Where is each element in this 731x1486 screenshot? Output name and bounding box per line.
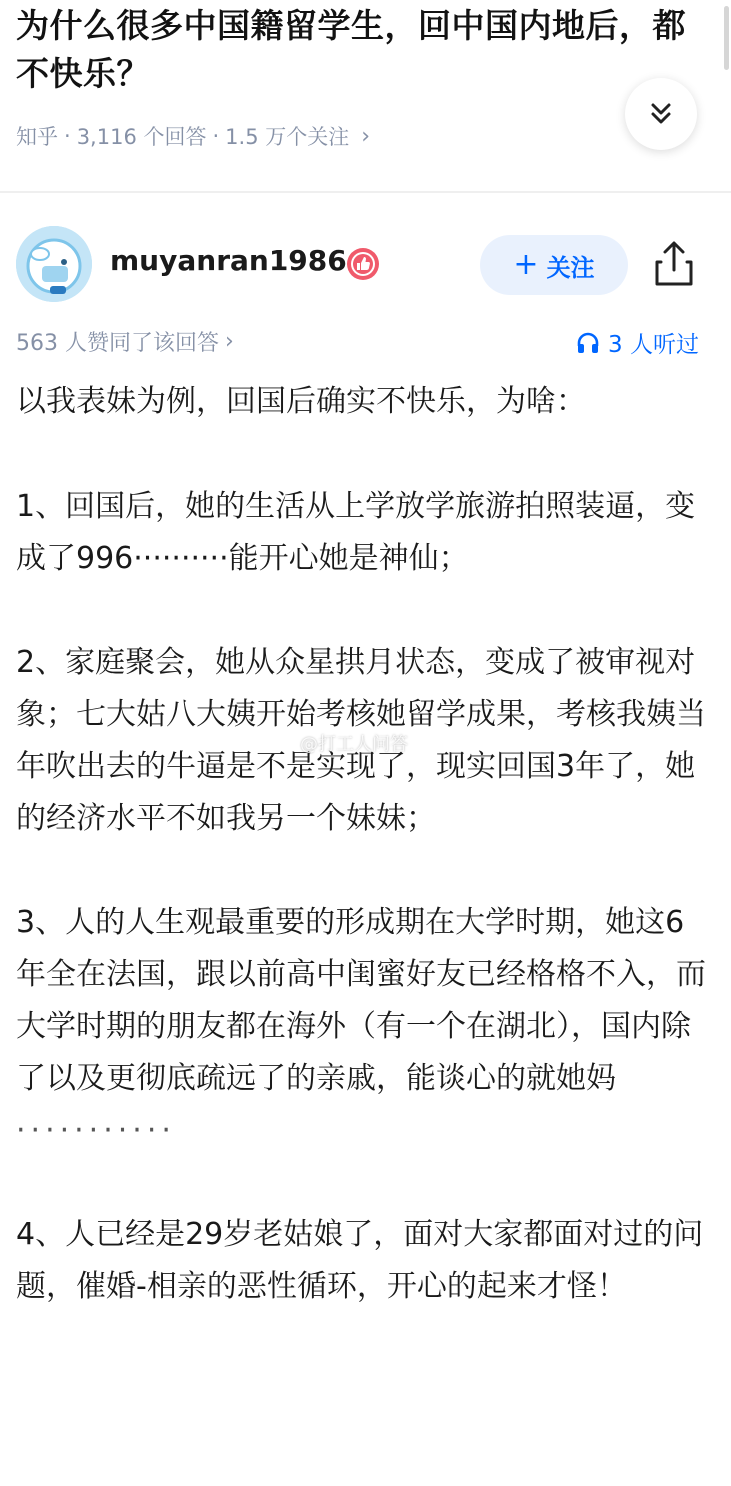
listen-count-label: 3 人听过 <box>608 332 699 358</box>
question-title[interactable]: 为什么很多中国籍留学生，回中国内地后，都不快乐？ <box>16 6 686 93</box>
vote-count: 563 人赞同了该回答 <box>16 331 219 356</box>
headphones-icon <box>576 331 600 355</box>
scrollbar[interactable] <box>724 6 729 70</box>
like-badge-icon <box>345 246 381 282</box>
follow-label: 关注 <box>546 253 595 282</box>
watermark: @打工人问答 <box>300 734 408 755</box>
expand-question-button[interactable] <box>625 78 697 150</box>
follower-count: 1.5 万个关注 <box>225 125 350 149</box>
chevron-right-icon: › <box>361 123 371 149</box>
meta-separator: · <box>64 124 71 148</box>
share-icon[interactable] <box>652 240 696 288</box>
listen-count[interactable] <box>576 326 699 359</box>
avatar[interactable] <box>16 226 92 302</box>
site-name: 知乎 <box>16 125 58 149</box>
answer-paragraph-ellipsis: ··········· <box>16 1113 176 1148</box>
answer-paragraph: 1、回国后，她的生活从上学放学旅游拍照装逼，变成了996··········能开心她是神仙； <box>16 489 696 576</box>
answer-paragraph: 2、家庭聚会，她从众星拱月状态，变成了被审视对象；七大姑八大姨开始考核她留学成果，考核我姨当年吹出去的牛逼是不是实现了，现实回国3年了，她的经济水平不如我另一个妹妹； <box>16 645 706 836</box>
answer-paragraph: 以我表妹为例，回国后确实不快乐，为啥： <box>16 384 586 419</box>
vote-summary[interactable] <box>16 326 234 357</box>
follow-button[interactable] <box>480 235 628 295</box>
answer-content <box>16 376 706 1365</box>
author-name[interactable]: muyanran1986 <box>110 244 347 277</box>
plus-icon: + <box>513 247 539 282</box>
question-meta[interactable] <box>16 118 370 154</box>
double-chevron-down-icon <box>648 101 674 127</box>
answer-count: 3,116 个回答 <box>76 125 207 149</box>
section-divider <box>0 191 731 193</box>
meta-separator: · <box>212 124 220 148</box>
avatar-image <box>16 226 92 302</box>
answer-paragraph: 4、人已经是29岁老姑娘了，面对大家都面对过的问题，催婚-相亲的恶性循环，开心的起来才怪！ <box>16 1217 704 1304</box>
chevron-right-icon: › <box>225 329 234 354</box>
answer-paragraph: 3、人的人生观最重要的形成期在大学时期，她这6年全在法国，跟以前高中闺蜜好友已经格格不入，而大学时期的朋友都在海外（有一个在湖北），国内除了以及更彻底疏远了的亲戚，能谈心的就她妈 <box>16 905 706 1096</box>
